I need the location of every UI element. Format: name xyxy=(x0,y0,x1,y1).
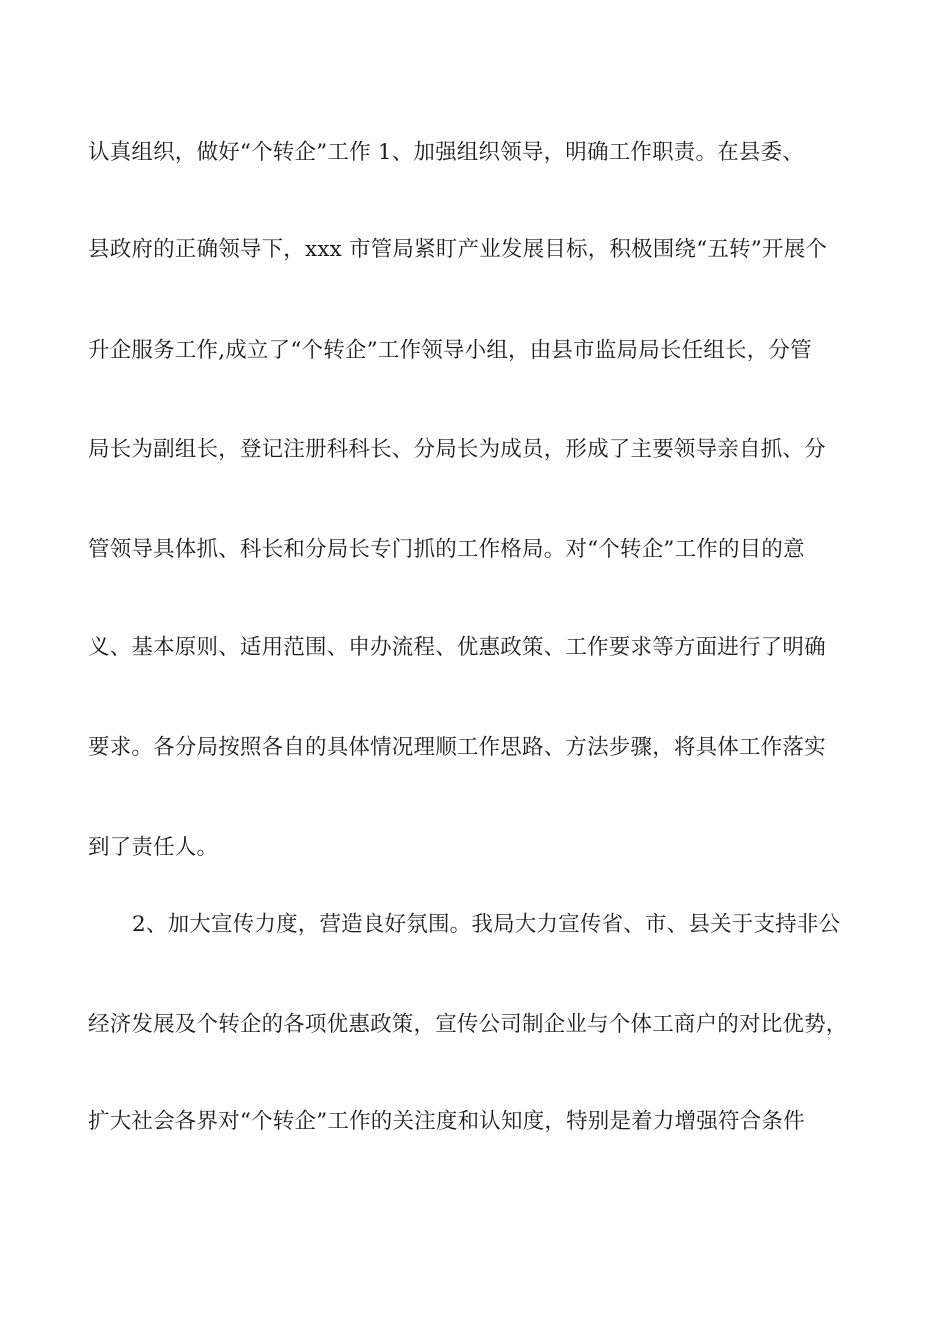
text-line: 认真组织，做好“个转企”工作 1、加强组织领导，明确工作职责。在县委、 xyxy=(88,140,804,165)
text-line: 义、基本原则、适用范围、申办流程、优惠政策、工作要求等方面进行了明确 xyxy=(88,635,826,660)
text-line: 到了责任人。 xyxy=(88,835,219,860)
text-line: 扩大社会各界对“个转企”工作的关注度和认知度，特别是着力增强符合条件 xyxy=(88,1109,805,1134)
text-line: 升企服务工作,成立了“个转企”工作领导小组，由县市监局局长任组长，分管 xyxy=(88,338,812,363)
text-line: 要求。各分局按照各自的具体情况理顺工作思路、方法步骤，将具体工作落实 xyxy=(88,735,826,760)
text-line: 经济发展及个转企的各项优惠政策，宣传公司制企业与个体工商户的对比优势， xyxy=(88,1012,848,1037)
text-line: 局长为副组长，登记注册科科长、分局长为成员，形成了主要领导亲自抓、分 xyxy=(88,437,826,462)
text-line: 县政府的正确领导下，xxx 市管局紧盯产业发展目标，积极围绕“五转”开展个 xyxy=(88,237,828,262)
paragraph-start-line: 2、加大宣传力度，营造良好氛围。我局大力宣传省、市、县关于支持非公 xyxy=(132,912,841,937)
text-line: 管领导具体抓、科长和分局长专门抓的工作格局。对“个转企”工作的目的意 xyxy=(88,537,805,562)
